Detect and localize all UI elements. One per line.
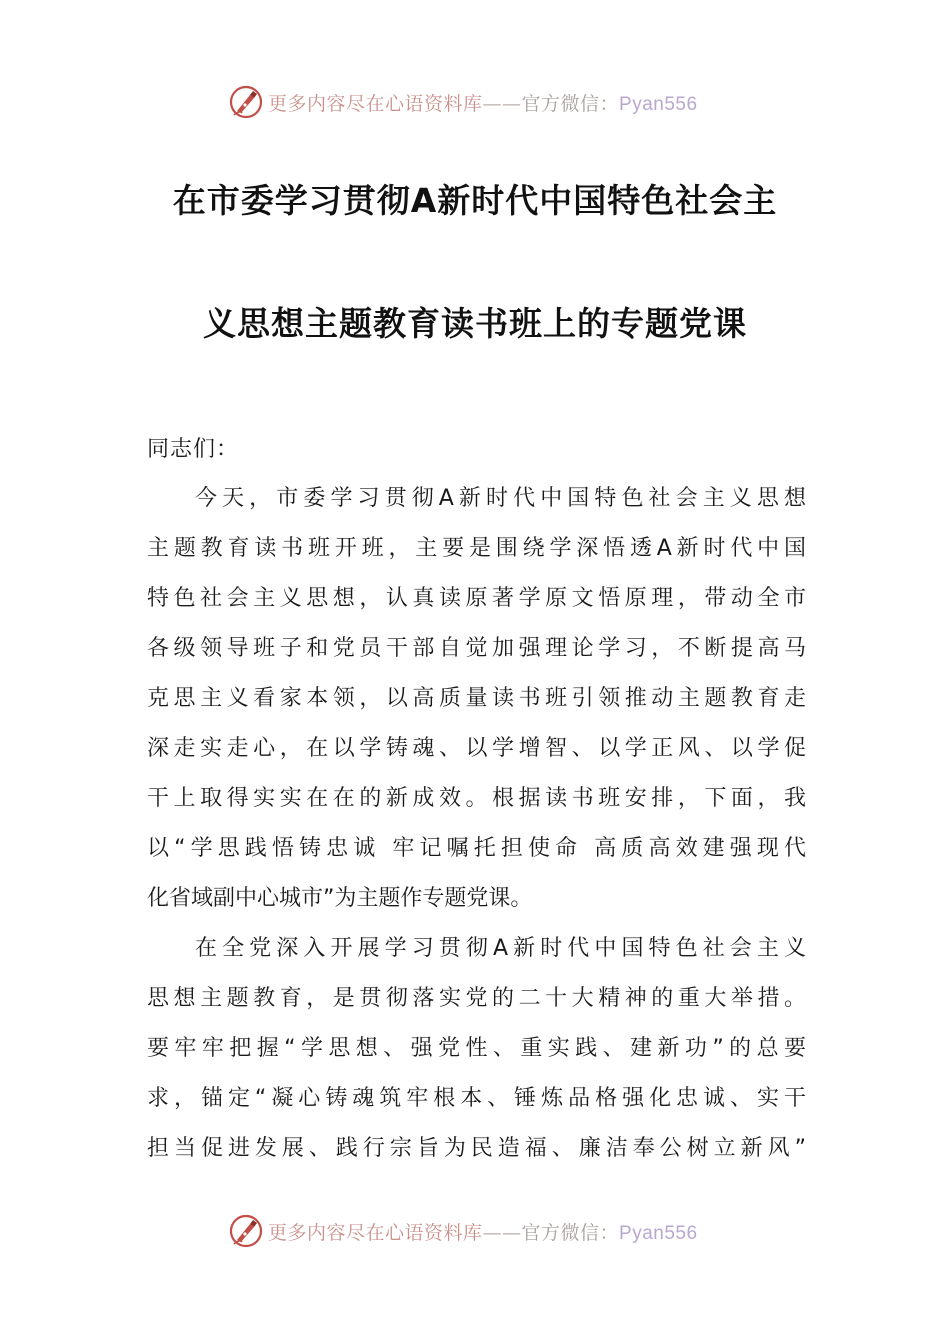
watermark-dash: —— (482, 92, 522, 115)
watermark-text (268, 89, 698, 116)
paragraph-line: 要牢牢把握“学思想、强党性、重实践、建新功”的总要 (147, 1036, 806, 1061)
pen-nib-logo-icon (228, 84, 264, 120)
watermark-wechat-id: Pyan556 (619, 1222, 698, 1244)
document-title-line-1: 在市委学习贯彻A新时代中国特色社会主 (172, 181, 778, 220)
watermark-wechat-label: 官方微信： (521, 1221, 620, 1244)
watermark-banner-top (228, 82, 698, 122)
watermark-wechat-id: Pyan556 (619, 93, 698, 115)
paragraph-line: 以“学思践悟铸忠诚 牢记嘱托担使命 高质高效建强现代 (147, 836, 806, 861)
watermark-prefix: 更多内容尽在心语资料库 (268, 92, 483, 115)
paragraph-line: 求，锚定“凝心铸魂筑牢根本、锤炼品格强化忠诚、实干 (147, 1086, 806, 1111)
paragraph-line: 各级领导班子和党员干部自觉加强理论学习，不断提高马 (147, 636, 806, 661)
paragraph-line: 主题教育读书班开班，主要是围绕学深悟透A新时代中国 (147, 536, 806, 561)
paragraph-line: 在全党深入开展学习贯彻A新时代中国特色社会主义 (195, 936, 806, 961)
paragraph-line: 担当促进发展、践行宗旨为民造福、廉洁奉公树立新风” (147, 1136, 806, 1161)
paragraph-line: 化省域副中心城市”为主题作专题党课。 (147, 886, 533, 911)
watermark-banner-bottom (228, 1211, 698, 1251)
paragraph-line: 思想主题教育，是贯彻落实党的二十大精神的重大举措。 (147, 986, 806, 1011)
watermark-text (268, 1218, 698, 1245)
watermark-wechat-label: 官方微信： (521, 92, 620, 115)
greeting: 同志们： (147, 437, 240, 462)
paragraph-line: 特色社会主义思想，认真读原著学原文悟原理，带动全市 (147, 586, 806, 611)
watermark-dash: —— (482, 1221, 522, 1244)
paragraph-line: 克思主义看家本领，以高质量读书班引领推动主题教育走 (147, 686, 806, 711)
watermark-prefix: 更多内容尽在心语资料库 (268, 1221, 483, 1244)
pen-nib-logo-icon (228, 1213, 264, 1249)
paragraph-line: 今天，市委学习贯彻A新时代中国特色社会主义思想 (195, 486, 806, 511)
paragraph-line: 干上取得实实在在的新成效。根据读书班安排，下面，我 (147, 786, 806, 811)
paragraph-line: 深走实走心，在以学铸魂、以学增智、以学正风、以学促 (147, 736, 806, 761)
document-title-line-2: 义思想主题教育读书班上的专题党课 (203, 304, 747, 343)
